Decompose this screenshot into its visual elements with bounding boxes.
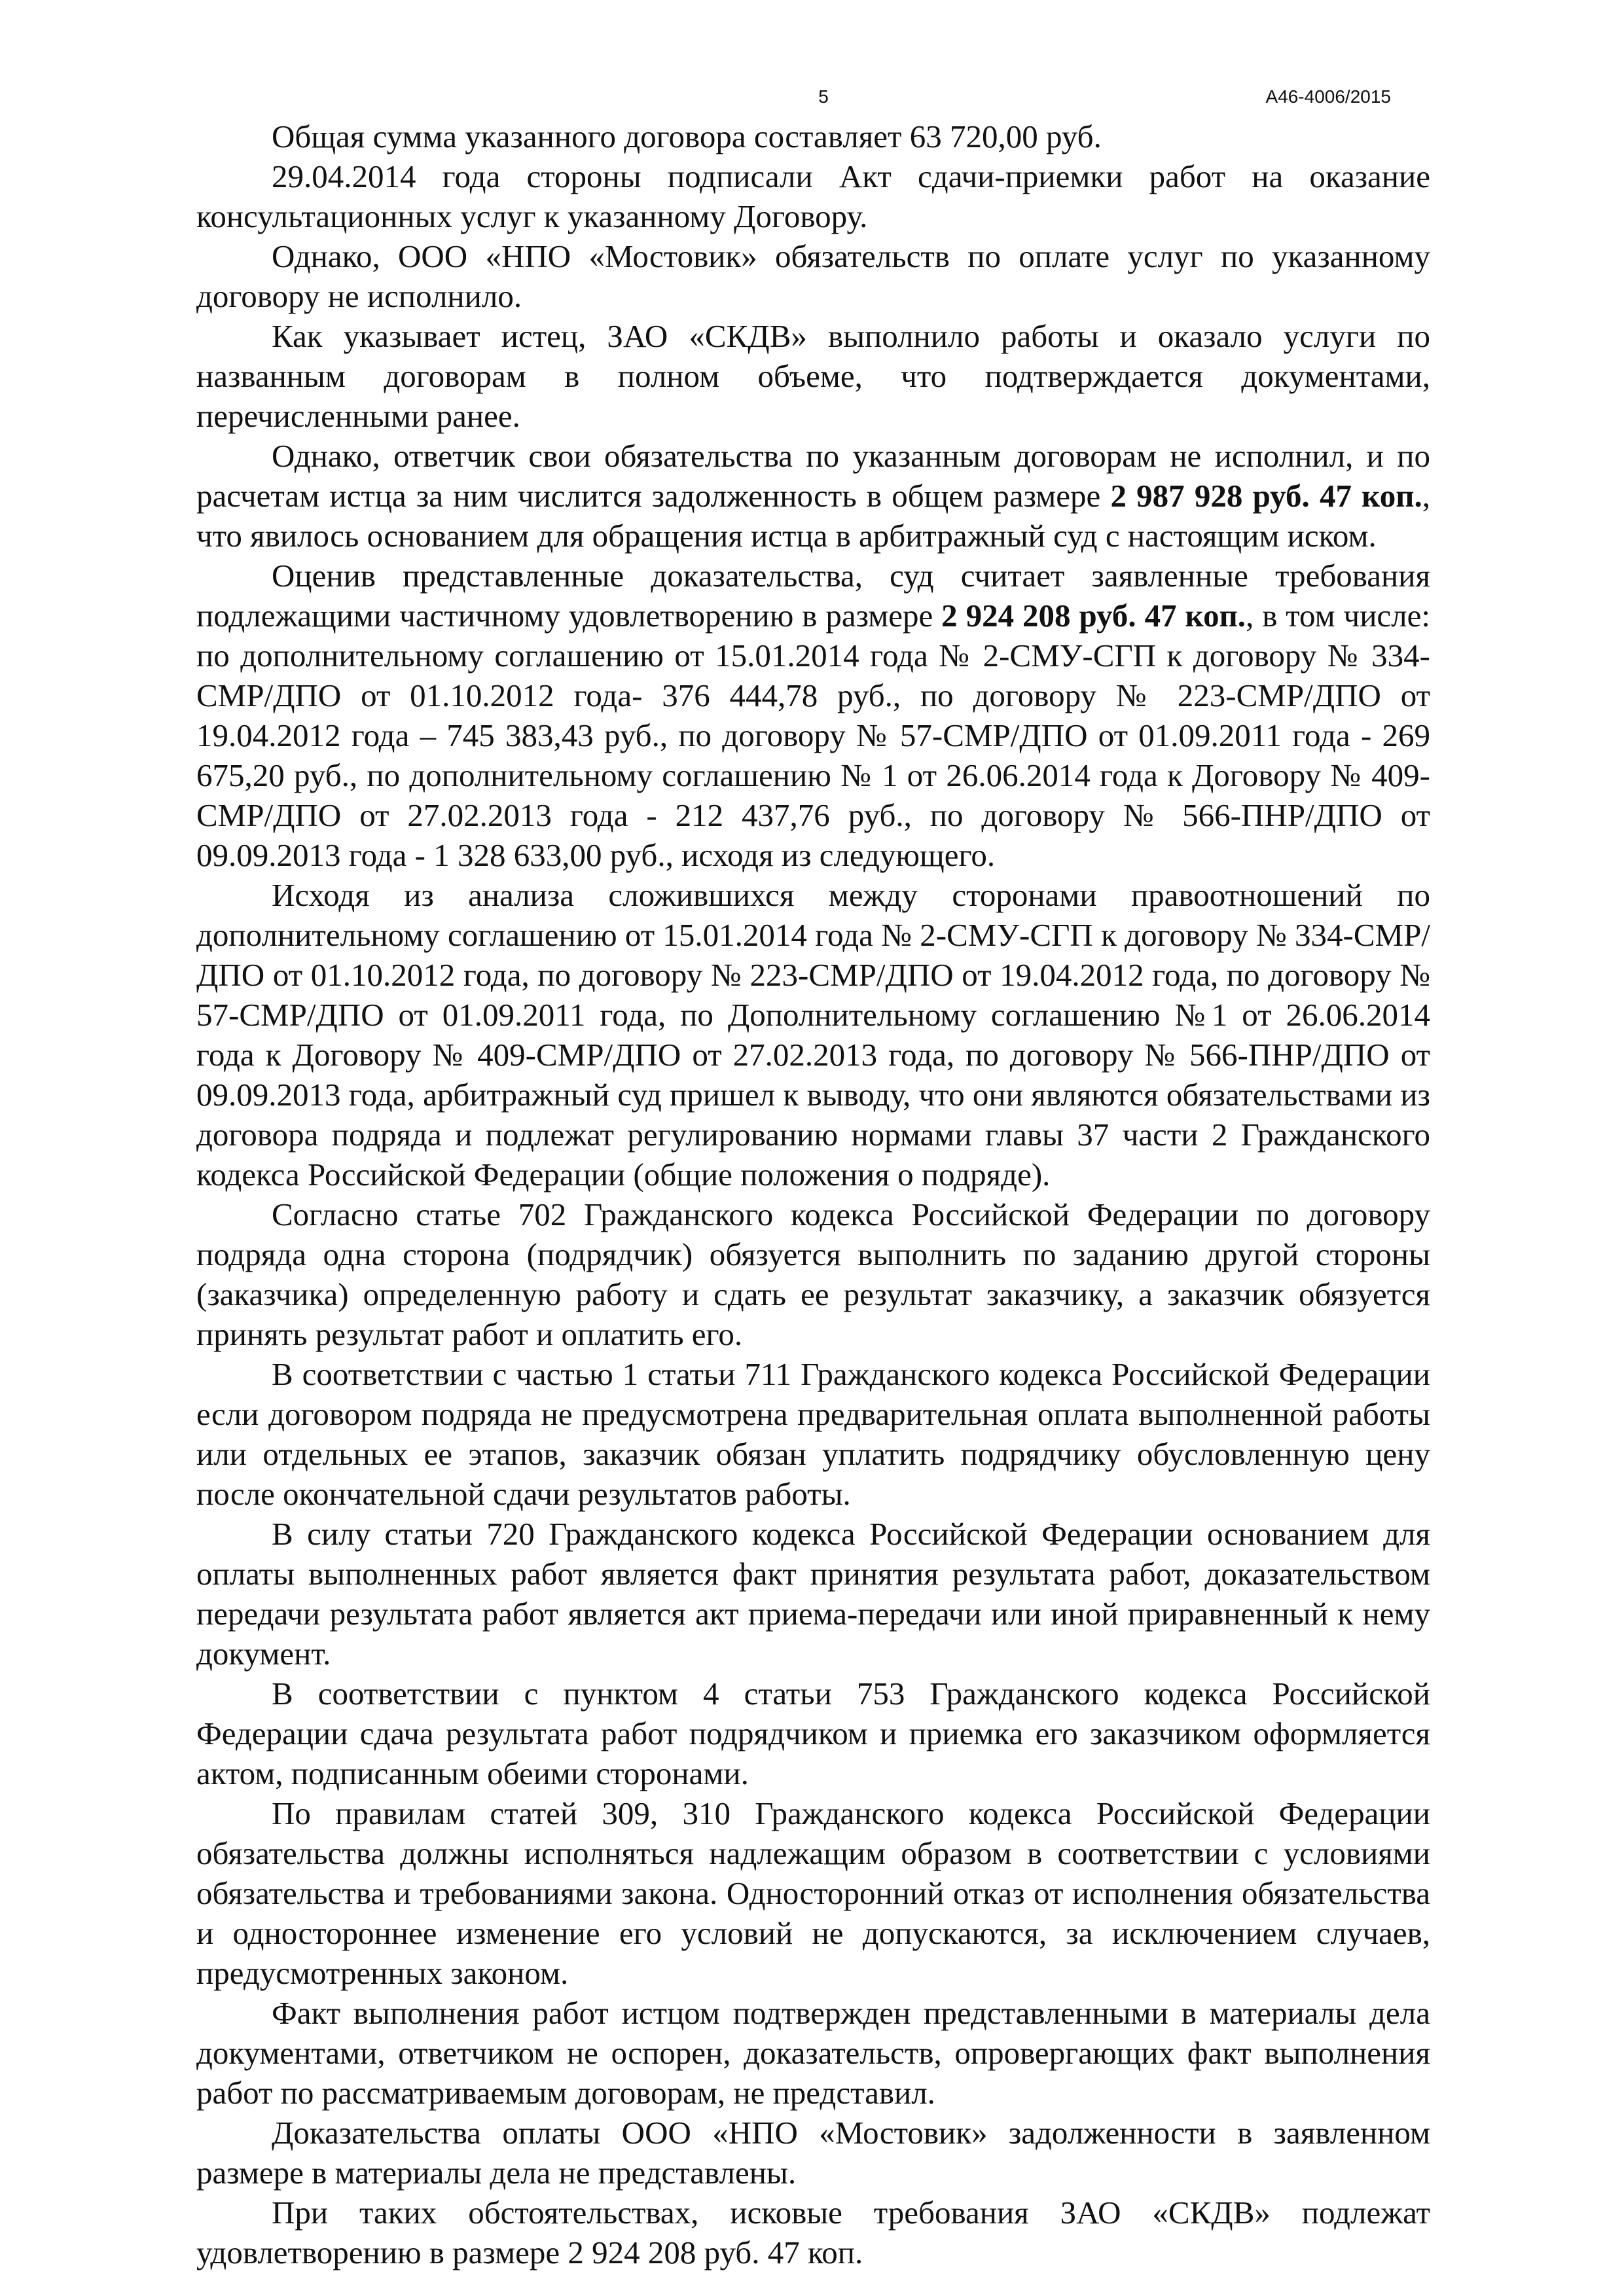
paragraph-articles-309-310: По правилам статей 309, 310 Гражданского кодекса Российской Федерации обязательства должны исполняться надлежащим образом в соответствии с условиями обязательства и требованиями закона. Односторонний отказ от исполнения обязательства и одностороннее изменение его условий не допускаются, за исключением случаев, предусмотренных законом. xyxy=(196,1795,1430,1991)
document-body xyxy=(196,117,1430,2272)
paragraph-no-payment-evidence: Доказательства оплаты ООО «НПО «Мостовик» задолженности в заявленном размере в материалы дела не представлены. xyxy=(196,2115,1430,2191)
assessment-text-after: , в том числе: по дополнительному соглашению от 15.01.2014 года № 2-СМУ-СГП к договору № 334-СМР/ДПО от 01.10.2012 года- 376 444,78 руб., по договору № 223-СМР/ДПО от 19.04.2012 года – 745 383,43 руб., по договору № 57-СМР/ДПО от 01.09.2011 года - 269 675,20 руб., по дополнительному соглашению № 1 от 26.06.2014 года к Договору № 409-СМР/ДПО от 27.02.2013 года - 212 437,76 руб., по договору № 566-ПНР/ДПО от 09.09.2013 года - 1 328 633,00 руб., исходя из следующего. xyxy=(196,598,1430,873)
debt-text-after: , что явилось основанием для обращения истца в арбитражный суд с настоящим иском. xyxy=(196,478,1430,554)
paragraph-article-711: В соответствии с частью 1 статьи 711 Гражданского кодекса Российской Федерации если договором подряда не предусмотрена предварительная оплата выполненной работы или отдельных ее этапов, заказчик обязан уплатить подрядчику обусловленную цену после окончательной сдачи результатов работы. xyxy=(196,1356,1430,1512)
paragraph-article-753: В соответствии с пунктом 4 статьи 753 Гражданского кодекса Российской Федерации сдача результата работ подрядчиком и приемка его заказчиком оформляется актом, подписанным обеими сторонами. xyxy=(196,1676,1430,1791)
awarded-amount: 2 924 208 руб. 47 коп. xyxy=(941,598,1246,634)
paragraph-contract-total: Общая сумма указанного договора составляет 63 720,00 руб. xyxy=(272,118,1102,154)
paragraph-article-702: Согласно статье 702 Гражданского кодекса Российской Федерации по договору подряда одна сторона (подрядчик) обязуется выполнить по заданию другой стороны (заказчика) определенную работу и сдать ее результат заказчику, а заказчик обязуется принять результат работ и оплатить его. xyxy=(196,1196,1430,1352)
paragraph-obligation-unfulfilled: Однако, ООО «НПО «Мостовик» обязательств по оплате услуг по указанному договору не исполнило. xyxy=(196,238,1430,314)
page-header xyxy=(196,86,1430,113)
debt-text-before: Однако, ответчик свои обязательства по указанным договорам не исполнил, и по расчетам истца за ним числится задолженность в общем размере xyxy=(196,438,1430,514)
debt-amount-total: 2 987 928 руб. 47 коп. xyxy=(1110,478,1422,514)
paragraph-plaintiff-claim: Как указывает истец, ЗАО «СКДВ» выполнило работы и оказало услуги по названным договорам в полном объеме, что подтверждается документами, перечисленными ранее. xyxy=(196,318,1430,434)
paragraph-debt-amount xyxy=(196,436,1430,556)
assessment-text-before: Оценив представленные доказательства, суд считает заявленные требования подлежащими частичному удовлетворению в размере xyxy=(196,558,1430,634)
paragraph-work-confirmed: Факт выполнения работ истцом подтвержден представленными в материалы дела документами, ответчиком не оспорен, доказательств, опровергающих факт выполнения работ по рассматриваемым договорам, не представил. xyxy=(196,1995,1430,2111)
paragraph-conclusion: При таких обстоятельствах, исковые требования ЗАО «СКДВ» подлежат удовлетворению в размере 2 924 208 руб. 47 коп. xyxy=(196,2195,1430,2270)
paragraph-article-720: В силу статьи 720 Гражданского кодекса Российской Федерации основанием для оплаты выполненных работ является факт принятия результата работ, доказательством передачи результата работ является акт приема-передачи или иной приравненный к нему документ. xyxy=(196,1516,1430,1672)
case-number: А46-4006/2015 xyxy=(1265,86,1391,107)
page-number: 5 xyxy=(818,86,829,107)
paragraph-legal-analysis: Исходя из анализа сложившихся между сторонами правоотношений по дополнительному соглашению от 15.01.2014 года № 2-СМУ-СГП к договору № 334-СМР/ДПО от 01.10.2012 года, по договору № 223-СМР/ДПО от 19.04.2012 года, по договору № 57-СМР/ДПО от 01.09.2011 года, по Дополнительному соглашению №1 от 26.06.2014 года к Договору № 409-СМР/ДПО от 27.02.2013 года, по договору № 566-ПНР/ДПО от 09.09.2013 года, арбитражный суд пришел к выводу, что они являются обязательствами из договора подряда и подлежат регулированию нормами главы 37 части 2 Гражданского кодекса Российской Федерации (общие положения о подряде). xyxy=(196,877,1430,1193)
paragraph-court-assessment xyxy=(196,556,1430,875)
paragraph-act-signed: 29.04.2014 года стороны подписали Акт сдачи-приемки работ на оказание консультационных услуг к указанному Договору. xyxy=(196,158,1430,234)
